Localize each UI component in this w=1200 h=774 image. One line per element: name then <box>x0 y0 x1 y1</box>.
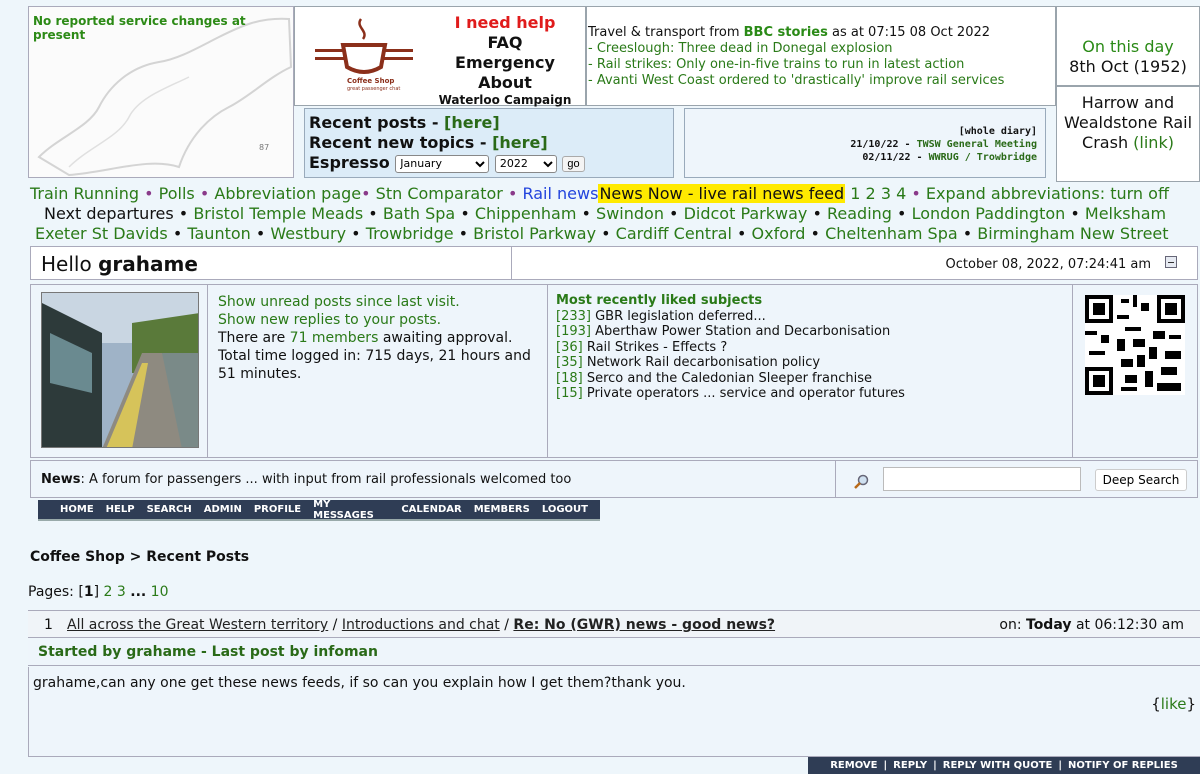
station-link[interactable]: Oxford <box>751 224 806 243</box>
topic-link[interactable]: Re: No (GWR) news - good news? <box>513 617 776 633</box>
nav-row-1: Train Running • Polls • Abbreviation page• Stn Comparator • Rail newsNews Now - live rail news feed 1 2 3 4 • Expand abbreviations: turn off <box>30 184 1169 203</box>
liked-item[interactable]: [193] Aberthaw Power Station and Decarbonisation <box>556 324 891 339</box>
board-link[interactable]: All across the Great Western territory <box>67 617 329 633</box>
logo-help-box <box>294 6 586 106</box>
breadcrumb-page[interactable]: Recent Posts <box>146 549 250 565</box>
station-link[interactable]: Westbury <box>270 224 347 243</box>
liked-item[interactable]: [15] Private operators ... service and operator futures <box>556 386 905 401</box>
menu-my-messages[interactable]: MY MESSAGES <box>313 498 374 521</box>
diary-entry[interactable]: 21/10/22 - TWSW General Meeting <box>850 139 1037 150</box>
post-actions: REMOVE | REPLY | REPLY WITH QUOTE | NOTIFY OF REPLIES <box>808 757 1200 774</box>
diary-entry[interactable]: 02/11/22 - WWRUG / Trowbridge <box>862 152 1037 163</box>
menu-help[interactable]: HELP <box>105 504 135 515</box>
nav-row-3: Exeter St Davids • Taunton • Westbury • Trowbridge • Bristol Parkway • Cardiff Central • Oxford • Cheltenham Spa • Birmingham New Street <box>35 224 1169 243</box>
liked-item[interactable]: [233] GBR legislation deferred... <box>556 308 766 324</box>
help-links <box>435 13 575 107</box>
reply-button[interactable]: REPLY <box>893 760 928 771</box>
service-map[interactable] <box>28 6 294 178</box>
menu-profile[interactable]: PROFILE <box>253 504 302 515</box>
time-logged: Total time logged in: 715 days, 21 hours and 51 minutes. <box>218 348 531 382</box>
station-link[interactable]: Cheltenham Spa <box>825 224 958 243</box>
map-number: 87 <box>259 143 270 152</box>
nav-rail-news[interactable]: Rail news <box>522 184 599 203</box>
bbc-story-1[interactable]: - Creeslough: Three dead in Donegal explosion <box>588 41 893 56</box>
espresso-label: Espresso <box>309 153 390 172</box>
liked-subjects <box>547 285 1073 457</box>
bbc-stories <box>586 6 1056 106</box>
on-this-day-date: 8th Oct (1952) <box>1069 57 1187 76</box>
liked-title: Most recently liked subjects <box>556 293 763 308</box>
post-body <box>28 667 1200 757</box>
members-approval-link[interactable]: 71 members <box>289 330 379 346</box>
about-link[interactable]: About <box>478 73 532 92</box>
notify-of-replies-button[interactable]: NOTIFY OF REPLIES <box>1068 760 1178 771</box>
nav-train-running[interactable]: Train Running <box>30 184 140 203</box>
recent-topics-link[interactable]: [here] <box>492 133 548 152</box>
station-link[interactable]: Chippenham <box>474 204 577 223</box>
search-input[interactable] <box>883 467 1081 491</box>
nav-polls[interactable]: Polls <box>158 184 195 203</box>
logo-subtext: great passenger chat <box>347 86 401 92</box>
breadcrumb-forum[interactable]: Coffee Shop <box>30 549 125 565</box>
emergency-link[interactable]: Emergency <box>455 53 555 72</box>
started-by: Started by grahame - Last post by infoman <box>28 640 1200 666</box>
avatar-photo <box>41 292 199 448</box>
station-link[interactable]: Exeter St Davids <box>35 224 168 243</box>
menu-logout[interactable]: LOGOUT <box>541 504 588 515</box>
main-menu <box>38 500 600 521</box>
post-text: grahame,can any one get these news feeds, if so can you explain how I get them?thank you. <box>33 675 686 691</box>
post-number: 1 <box>44 617 53 633</box>
collapse-icon[interactable] <box>1165 256 1177 268</box>
post-time: on: Today at 06:12:30 am <box>999 617 1184 633</box>
whole-diary-link[interactable]: [whole diary] <box>958 126 1037 137</box>
campaign-link[interactable]: Waterloo Campaign <box>438 93 572 107</box>
diary-box <box>684 108 1046 178</box>
recent-posts-box: Recent posts - [here] Recent new topics - [here] Espresso January 2022 go <box>304 108 674 178</box>
station-link[interactable]: Didcot Parkway <box>683 204 808 223</box>
on-this-day <box>1056 6 1200 86</box>
coffee-shop-logo[interactable] <box>313 15 415 95</box>
station-link[interactable]: Bath Spa <box>382 204 456 223</box>
post-path: All across the Great Western territory / Introductions and chat / Re: No (GWR) news - good news? <box>67 617 776 633</box>
bbc-story-3[interactable]: - Avanti West Coast ordered to 'drastically' improve rail services <box>588 73 1005 88</box>
menu-members[interactable]: MEMBERS <box>473 504 530 515</box>
unread-posts-link[interactable]: Show unread posts since last visit. <box>218 294 460 310</box>
station-link[interactable]: London Paddington <box>911 204 1066 223</box>
station-link[interactable]: Swindon <box>596 204 664 223</box>
bbc-story-2[interactable]: - Rail strikes: Only one-in-five trains to run in latest action <box>588 57 965 72</box>
search-icon[interactable] <box>853 474 869 490</box>
reply-with-quote-button[interactable]: REPLY WITH QUOTE <box>942 760 1053 771</box>
bbc-heading: Travel & transport from BBC stories as at 07:15 08 Oct 2022 <box>588 25 991 40</box>
page-link[interactable]: 2 <box>103 584 113 600</box>
go-button[interactable]: go <box>562 156 584 172</box>
new-replies-link[interactable]: Show new replies to your posts. <box>218 312 442 328</box>
liked-item[interactable]: [18] Serco and the Caledonian Sleeper franchise <box>556 370 872 386</box>
nav-row-2: Next departures • Bristol Temple Meads • Bath Spa • Chippenham • Swindon • Didcot Parkway • Reading • London Paddington • Melksham <box>44 204 1167 223</box>
greeting: Hello grahame <box>41 252 198 276</box>
forum-description: News: A forum for passengers ... with input from rail professionals welcomed too <box>41 472 572 487</box>
nav-page-2[interactable]: 2 <box>865 184 876 203</box>
user-stats <box>207 285 547 457</box>
deep-search-button[interactable]: Deep Search <box>1095 469 1187 491</box>
page-link[interactable]: 3 <box>116 584 126 600</box>
subboard-link[interactable]: Introductions and chat <box>341 617 500 633</box>
station-link[interactable]: Taunton <box>187 224 251 243</box>
page-current: 1 <box>83 584 94 600</box>
nav-page-4[interactable]: 4 <box>896 184 907 203</box>
faq-link[interactable]: FAQ <box>487 33 523 52</box>
post-header <box>28 610 1200 638</box>
like-link[interactable]: {like} <box>1151 695 1196 713</box>
station-link[interactable]: Bristol Parkway <box>473 224 597 243</box>
menu-admin[interactable]: ADMIN <box>203 504 242 515</box>
logo-text: Coffee Shop <box>347 77 395 85</box>
remove-button[interactable]: REMOVE <box>830 760 878 771</box>
current-datetime: October 08, 2022, 07:24:41 am <box>945 257 1151 272</box>
liked-item[interactable]: [36] Rail Strikes - Effects ? <box>556 339 728 355</box>
on-this-day-label[interactable]: On this day <box>1082 37 1174 56</box>
nav-page-3[interactable]: 3 <box>880 184 892 203</box>
liked-item[interactable]: [35] Network Rail decarbonisation policy <box>556 355 821 370</box>
crash-link[interactable]: (link) <box>1133 133 1174 152</box>
station-link[interactable]: Bristol Temple Meads <box>193 204 364 223</box>
station-link[interactable]: Reading <box>827 204 892 223</box>
menu-calendar[interactable]: CALENDAR <box>401 504 462 515</box>
nav-abbreviation-page[interactable]: Abbreviation page <box>214 184 362 203</box>
menu-home[interactable]: HOME <box>60 504 94 515</box>
user-bar <box>30 246 1198 280</box>
year-select[interactable] <box>495 155 557 173</box>
qr-code-icon <box>1085 295 1185 395</box>
approval-note: There are 71 members awaiting approval. <box>218 330 513 346</box>
crash-note <box>1056 86 1200 182</box>
bbc-source-link[interactable]: BBC stories <box>743 25 828 40</box>
station-link[interactable]: Birmingham New Street <box>977 224 1169 243</box>
station-link[interactable]: Cardiff Central <box>615 224 732 243</box>
menu-search[interactable]: SEARCH <box>146 504 192 515</box>
news-now-link[interactable]: News Now - live rail news feed <box>599 184 845 203</box>
nav-page-1[interactable]: 1 <box>850 184 861 203</box>
username: grahame <box>98 252 198 276</box>
news-bar <box>30 460 1198 498</box>
page-link-last[interactable]: 10 <box>150 584 169 600</box>
expand-abbreviations-link[interactable]: Expand abbreviations: turn off <box>925 184 1169 203</box>
month-select[interactable] <box>395 155 489 173</box>
breadcrumb: Coffee Shop > Recent Posts <box>30 549 250 565</box>
service-changes-note[interactable]: No reported service changes at present <box>33 14 246 42</box>
pagination: Pages: [1] 2 3 ... 10 <box>28 584 169 600</box>
crash-text: Harrow and Wealdstone Rail Crash <box>1063 93 1193 152</box>
station-link[interactable]: Melksham <box>1084 204 1167 223</box>
nav-stn-comparator[interactable]: Stn Comparator <box>375 184 503 203</box>
info-panel <box>30 284 1198 458</box>
station-link[interactable]: Trowbridge <box>365 224 454 243</box>
next-departures-label: Next departures <box>44 204 174 223</box>
help-link[interactable]: I need help <box>454 13 556 32</box>
recent-posts-link[interactable]: [here] <box>444 113 500 132</box>
